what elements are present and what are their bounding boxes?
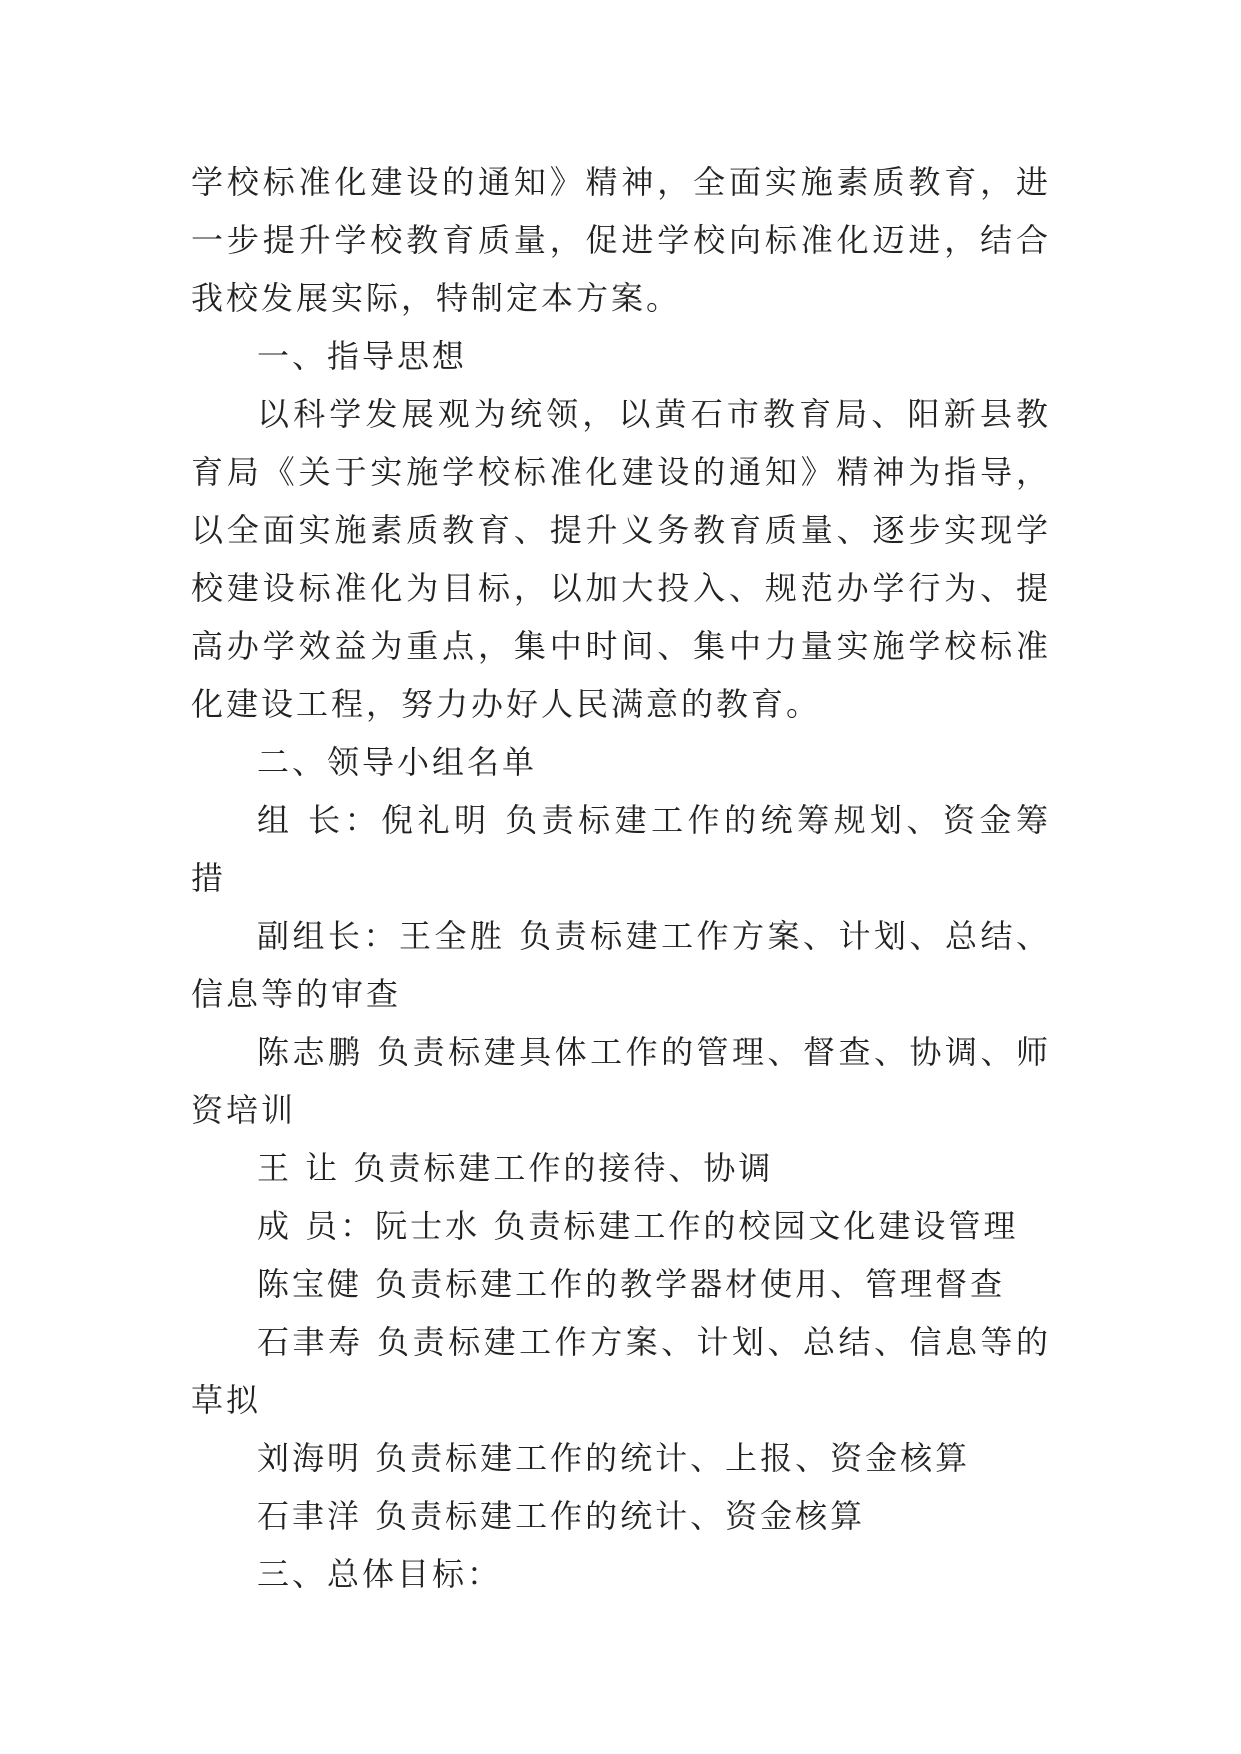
member-line-member-4: 刘海明 负责标建工作的统计、上报、资金核算 — [257, 1439, 971, 1477]
member-line-deputy-3: 王 让 负责标建工作的接待、协调 — [257, 1149, 774, 1187]
member-line-member-3: 石聿寿 负责标建工作方案、计划、总结、信息等的草拟 — [191, 1323, 1051, 1419]
member-line-member-5: 石聿洋 负责标建工作的统计、资金核算 — [257, 1497, 866, 1535]
member-line-member-2: 陈宝健 负责标建工作的教学器材使用、管理督查 — [257, 1265, 1006, 1303]
member-line-deputy-2: 陈志鹏 负责标建具体工作的管理、督查、协调、师资培训 — [191, 1033, 1051, 1129]
section-heading-overall-goals: 三、总体目标： — [257, 1555, 503, 1593]
paragraph-guiding-ideology: 以科学发展观为统领，以黄石市教育局、阳新县教育局《关于实施学校标准化建设的通知》精神为指导，以全面实施素质教育、提升义务教育质量、逐步实现学校建设标准化为目标，以加大投入、规范办学行为、提高办学效益为重点，集中时间、集中力量实施学校标准化建设工程，努力办好人民满意的教育。 — [191, 395, 1051, 723]
member-line-leader: 组 长：倪礼明 负责标建工作的统筹规划、资金筹措 — [191, 801, 1051, 897]
member-line-member-1: 成 员：阮士水 负责标建工作的校园文化建设管理 — [257, 1207, 1019, 1245]
section-heading-guiding-ideology: 一、指导思想 — [257, 337, 468, 375]
section-heading-leadership-group: 二、领导小组名单 — [257, 743, 538, 781]
member-line-deputy-leader: 副组长：王全胜 负责标建工作方案、计划、总结、信息等的审查 — [191, 917, 1051, 1013]
document-body — [191, 153, 1051, 1603]
paragraph-intro-continuation: 学校标准化建设的通知》精神，全面实施素质教育，进一步提升学校教育质量，促进学校向标准化迈进，结合我校发展实际，特制定本方案。 — [191, 163, 1051, 317]
